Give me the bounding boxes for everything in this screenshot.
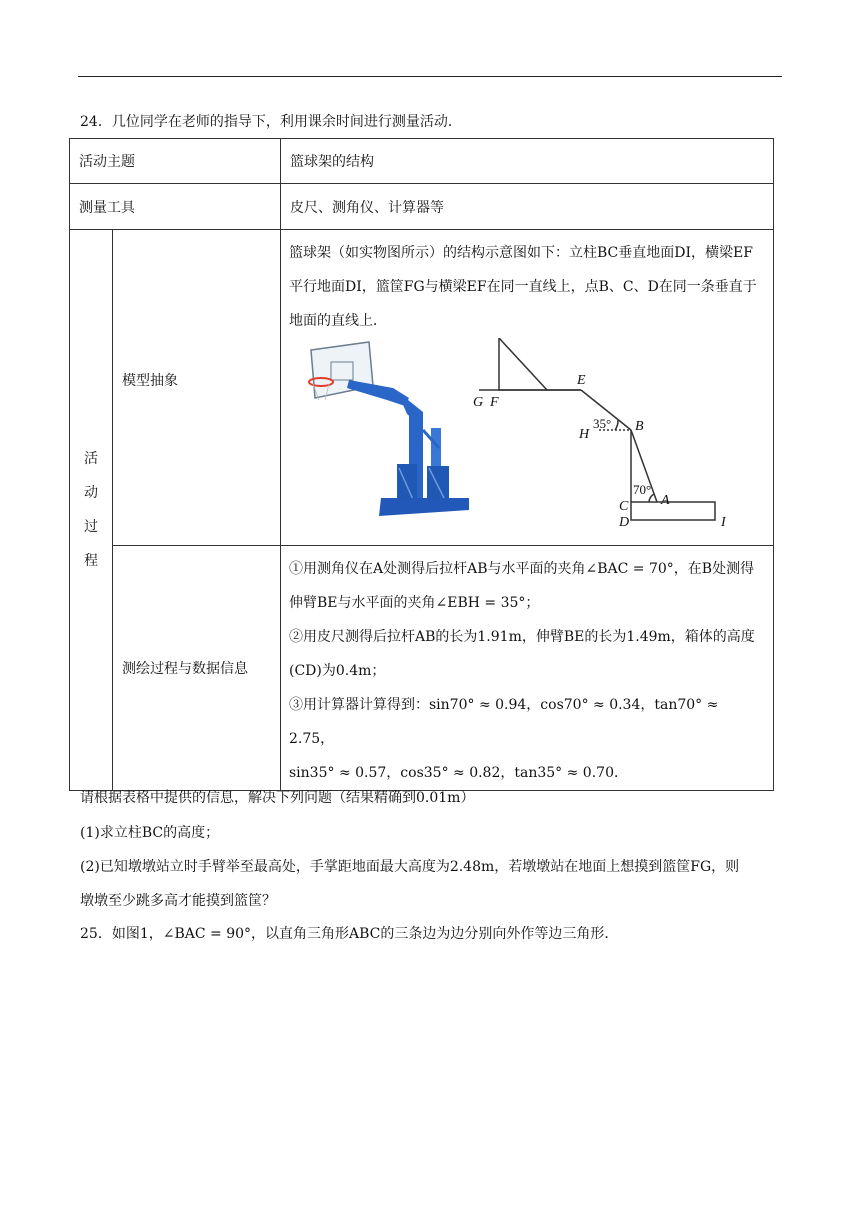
label-a: A: [661, 493, 670, 508]
theme-label: 活动主题: [70, 139, 281, 184]
label-d: D: [619, 515, 630, 526]
model-cell: [281, 230, 774, 546]
table-row: [70, 230, 774, 546]
label-i: I: [721, 515, 726, 526]
diagram-labels: [473, 373, 727, 526]
angle-35-arc: [615, 420, 618, 430]
base-box-cd: [631, 502, 715, 520]
table-row: [70, 139, 774, 184]
theme-value: 篮球架的结构: [281, 139, 774, 184]
angle-35-label: 35°: [593, 416, 612, 431]
basketball-stand-photo: [309, 342, 469, 516]
tools-value: 皮尺、测角仪、计算器等: [281, 184, 774, 230]
question-25: 25．如图1，∠BAC = 90°，以直角三角形ABC的三条边为边分别向外作等边三角形．: [80, 926, 619, 942]
label-c: C: [619, 499, 629, 514]
data-label: 测绘过程与数据信息: [113, 546, 281, 791]
figure-area: [289, 338, 765, 526]
header-rule: [78, 76, 782, 77]
tools-label: 测量工具: [70, 184, 281, 230]
label-h: H: [579, 427, 590, 442]
part-2-line-1: (2)已知墩墩站立时手臂举至最高处，手掌距地面最大高度为2.48m，若墩墩站在地面上想摸到篮筐FG，则: [80, 859, 740, 875]
label-e: E: [577, 373, 586, 388]
label-g: G: [473, 395, 484, 410]
part-1: (1)求立柱BC的高度；: [80, 825, 220, 841]
data-line-2: ②用皮尺测得后拉杆AB的长为1.91m，伸臂BE的长为1.49m，箱体的高度(CD)为0.4m；: [289, 629, 755, 679]
instruction: 请根据表格中提供的信息，解决下列问题（结果精确到0.01m）: [80, 790, 475, 806]
data-cell: [281, 546, 774, 791]
question-24-intro: 24．几位同学在老师的指导下，利用课余时间进行测量活动．: [80, 114, 462, 130]
data-line-1: ①用测角仪在A处测得后拉杆AB与水平面的夹角∠BAC = 70°，在B处测得伸臂BE与水平面的夹角∠EBH = 35°；: [289, 561, 755, 611]
label-f: F: [490, 395, 499, 410]
model-label: 模型抽象: [113, 230, 281, 546]
label-b: B: [635, 419, 644, 434]
part-2-line-2: 墩墩至少跳多高才能摸到篮筐？: [80, 893, 276, 909]
model-text: 篮球架（如实物图所示）的结构示意图如下：立柱BC垂直地面DI，横梁EF平行地面DI，篮筐FG与横梁EF在同一直线上，点B、C、D在同一条垂直于地面的直线上．: [289, 245, 757, 329]
table-row: [70, 184, 774, 230]
figure-svg: [289, 338, 765, 526]
activity-table: [69, 138, 774, 791]
data-line-4: sin35° ≈ 0.57，cos35° ≈ 0.82，tan35° ≈ 0.70．: [289, 765, 628, 781]
table-row: [70, 546, 774, 791]
data-line-3: ③用计算器计算得到：sin70° ≈ 0.94，cos70° ≈ 0.34，tan70° ≈ 2.75，: [289, 697, 719, 747]
backboard-triangle: [499, 338, 547, 390]
angle-70-label: 70°: [633, 482, 652, 497]
process-label: 活 动 过 程: [70, 230, 113, 791]
